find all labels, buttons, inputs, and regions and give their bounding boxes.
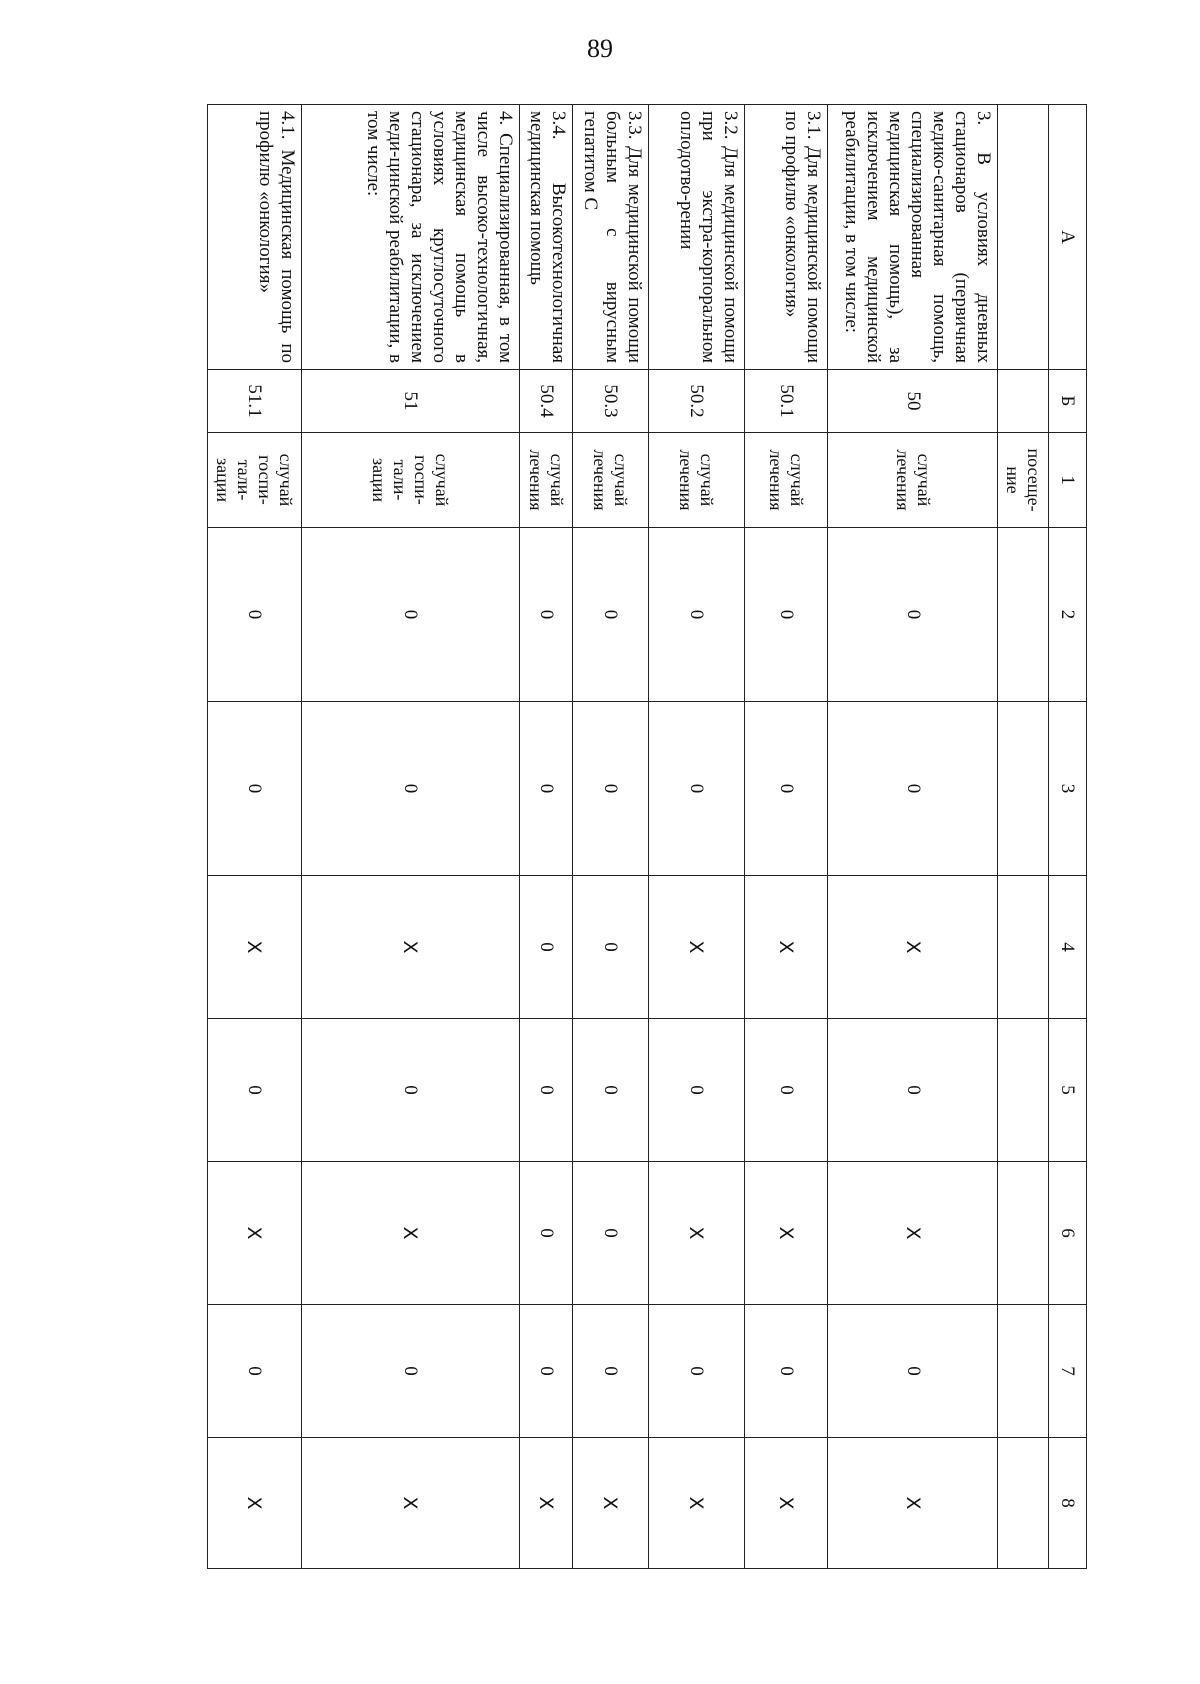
row-label: 3. В условиях дневных стационаров (первичная медико-санитарная помощь, специализированная медицинская помощь), за исключением медицинской реабилитации, в том числе: [827,105,998,370]
header-col-a: А [1048,105,1086,370]
value-cell: X [827,876,998,1019]
header-col-b: Б [1048,370,1086,433]
value-cell: 0 [301,528,519,702]
table-row [648,105,745,1569]
row-code: 50.4 [519,370,573,433]
unit-cell: случай госпи-тали-зации [208,433,302,528]
row-code: 50.1 [745,370,827,433]
unit-cell: случай лечения [573,433,648,528]
value-cell: 0 [208,528,302,702]
value-cell: X [573,1438,648,1569]
row-code: 50.2 [648,370,745,433]
row-label: 3.4. Высокотехнологичная медицинская помощь [519,105,573,370]
table-row [519,105,573,1569]
row-label: 3.2. Для медицинской помощи при экстра-корпоральном оплодотво-рении [648,105,745,370]
value-cell: 0 [648,528,745,702]
header-col-8: 8 [1048,1438,1086,1569]
unit-cell: случай лечения [745,433,827,528]
data-table [207,104,1087,1569]
header-col-1: 1 [1048,433,1086,528]
row-code: 51 [301,370,519,433]
unit-cell: случай лечения [827,433,998,528]
value-cell: X [827,1162,998,1305]
value-cell: X [648,1162,745,1305]
value-cell: 0 [519,528,573,702]
value-cell: 0 [827,528,998,702]
header-col-5: 5 [1048,1019,1086,1162]
value-cell: 0 [519,1305,573,1438]
value-cell: 0 [648,1305,745,1438]
value-cell: 0 [519,876,573,1019]
value-cell: X [648,1438,745,1569]
unit-cell: случай лечения [519,433,573,528]
value-cell: 0 [519,1162,573,1305]
unit-cell: случай лечения [648,433,745,528]
value-cell: 0 [301,702,519,876]
value-cell: 0 [208,1019,302,1162]
value-cell: 0 [648,702,745,876]
value-cell: 0 [827,702,998,876]
value-cell: X [648,876,745,1019]
value-cell: 0 [573,528,648,702]
value-cell: 0 [573,1162,648,1305]
header-row [1048,105,1086,1569]
value-cell: 0 [573,876,648,1019]
header-col-7: 7 [1048,1305,1086,1438]
value-cell: X [519,1438,573,1569]
page-number: 89 [587,34,613,63]
table-row [827,105,998,1569]
value-cell: 0 [301,1305,519,1438]
value-cell: 0 [573,1305,648,1438]
unit-cell: случай госпи-тали-зации [301,433,519,528]
row-label: 4. Специализированная, в том числе высоко-технологичная, медицинская помощь в условиях круглосуточного стационара, за исключением меди-цинской реабилитации, в том числе: [301,105,519,370]
header-col-6: 6 [1048,1162,1086,1305]
row-label: 3.3. Для медицинской помощи больным с вирусным гепатитом С [573,105,648,370]
header-col-4: 4 [1048,876,1086,1019]
value-cell: X [301,1438,519,1569]
table-row [301,105,519,1569]
value-cell: X [827,1438,998,1569]
value-cell: X [301,1162,519,1305]
value-cell: X [745,1438,827,1569]
rotated-table-wrapper [207,104,1087,1568]
header-col-3: 3 [1048,702,1086,876]
value-cell: 0 [827,1305,998,1438]
row-code: 50.3 [573,370,648,433]
continuation-row [998,105,1048,1569]
value-cell: 0 [827,1019,998,1162]
value-cell: 0 [745,528,827,702]
value-cell: 0 [745,1019,827,1162]
unit-cell: посеще-ние [998,433,1048,528]
table-row [745,105,827,1569]
row-code: 51.1 [208,370,302,433]
value-cell: X [208,1438,302,1569]
value-cell: 0 [573,1019,648,1162]
value-cell: X [301,876,519,1019]
value-cell: 0 [745,702,827,876]
value-cell: X [208,1162,302,1305]
value-cell: X [208,876,302,1019]
value-cell: 0 [745,1305,827,1438]
value-cell: 0 [301,1019,519,1162]
value-cell: 0 [519,702,573,876]
value-cell: X [745,1162,827,1305]
row-label: 4.1. Медицинская помощь по профилю «онкология» [208,105,302,370]
row-code: 50 [827,370,998,433]
header-col-2: 2 [1048,528,1086,702]
table-row [573,105,648,1569]
value-cell: 0 [208,1305,302,1438]
value-cell: 0 [648,1019,745,1162]
value-cell: 0 [573,702,648,876]
row-label: 3.1. Для медицинской помощи по профилю «онкология» [745,105,827,370]
value-cell: 0 [519,1019,573,1162]
value-cell: 0 [208,702,302,876]
value-cell: X [745,876,827,1019]
table-row [208,105,302,1569]
